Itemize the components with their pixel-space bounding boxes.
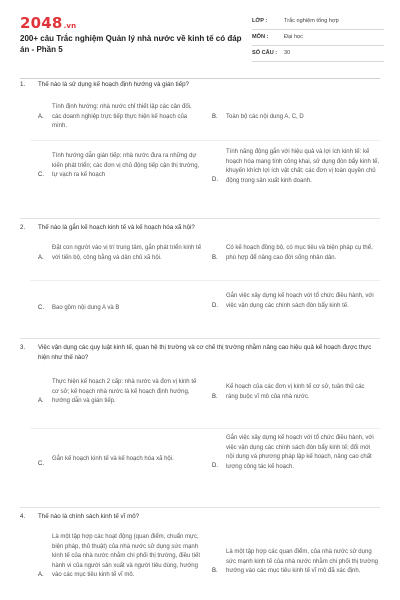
option-text: Thực hiện kế hoạch 2 cấp: nhà nước và đơn vị kinh tế cơ sở; kế hoạch nhà nước là kế hoạch định hướng, hướng dẫn và gián tiếp. xyxy=(52,379,197,405)
site-logo[interactable] xyxy=(20,14,76,32)
answer-option[interactable] xyxy=(212,148,380,186)
meta-row-count xyxy=(252,46,384,62)
option-label: D. xyxy=(212,303,218,309)
option-label: A. xyxy=(38,255,44,261)
meta-value: 30 xyxy=(284,50,291,56)
option-text: Là một tập hợp các quan điểm, của nhà nước sử dụng sức mạnh kinh tế của nhà nước nhằm chi phối thị trường hướng vào các mục tiêu kinh tế vĩ mô đã xác định. xyxy=(226,549,378,575)
answer-option[interactable] xyxy=(212,292,378,311)
option-text: Gắn việc xây dựng kế hoạch với tổ chức điều hành, với việc vận dụng các chính sách đòn bẩy kinh tế; đổi mới nội dung và phương pháp lập kế hoạch, nâng cao chất lượng công tác kế hoạch. xyxy=(226,435,374,470)
answer-option[interactable] xyxy=(38,103,198,132)
meta-table xyxy=(252,14,384,62)
answer-option[interactable] xyxy=(38,304,202,314)
question-text xyxy=(20,223,380,233)
question-divider xyxy=(20,338,380,339)
option-label: B. xyxy=(212,394,218,400)
option-text: Bao gồm nội dung A và B xyxy=(52,305,120,311)
document-title: 200+ câu Trắc nghiệm Quản lý nhà nước về kinh tế có đáp án - Phần 5 xyxy=(20,34,242,54)
header-divider xyxy=(20,78,380,79)
answer-option[interactable] xyxy=(38,533,202,581)
meta-value: Trắc nghiệm tổng hợp xyxy=(284,18,339,24)
logo-suffix: .vn xyxy=(63,22,77,30)
option-label: C. xyxy=(38,172,44,178)
answer-option[interactable] xyxy=(38,378,202,407)
question-divider xyxy=(20,218,380,219)
document-header xyxy=(0,0,400,80)
answer-option[interactable] xyxy=(212,383,378,402)
option-text: Kế hoạch của các đơn vị kinh tế cơ sở, tuân thủ các ràng buộc vĩ mô của nhà nước. xyxy=(226,384,365,400)
option-text: Tính định hướng: nhà nước chỉ thiết lập các cân đối, các doanh nghiệp trực tiếp thực hiện kế hoạch của mình. xyxy=(52,104,192,130)
option-label: D. xyxy=(212,463,218,469)
question-number: 1. xyxy=(20,81,26,88)
logo-text: 2048 xyxy=(20,14,63,32)
option-text: Là một tập hợp các hoạt động (quan điểm, chuẩn mực, biện pháp, thủ thuật) của nhà nước sử dụng sức mạnh kinh tế của nhà nước nhằm chi phối thị trường, điều tiết hành vi của người sản xuất và người tiêu dùng, hướng vào các mục tiêu kinh tế vĩ mô. xyxy=(52,534,200,579)
meta-key: SỐ CÂU : xyxy=(252,50,278,56)
option-text: Gắn việc xây dựng kế hoạch với tổ chức điều hành, với việc vận dụng các chính sách đòn bẩy kinh tế. xyxy=(226,293,374,309)
option-divider xyxy=(30,428,380,429)
question-body: Thế nào là gắn kế hoạch kinh tế và kế hoạch hóa xã hội? xyxy=(38,224,195,231)
question-body: Thế nào là sử dụng kế hoạch định hướng và gián tiếp? xyxy=(38,81,189,88)
meta-row-subject xyxy=(252,30,384,46)
answer-option[interactable] xyxy=(38,244,202,263)
option-divider xyxy=(30,140,380,141)
option-label: C. xyxy=(38,461,44,467)
question-number: 3. xyxy=(20,344,26,351)
option-label: A. xyxy=(38,398,44,404)
option-label: B. xyxy=(212,114,218,120)
answer-option[interactable] xyxy=(212,113,378,123)
option-label: C. xyxy=(38,305,44,311)
option-label: B. xyxy=(212,255,218,261)
answer-option[interactable] xyxy=(212,434,380,472)
answer-option[interactable] xyxy=(38,455,202,465)
meta-key: LỚP : xyxy=(252,18,268,24)
meta-key: MÔN : xyxy=(252,34,269,40)
option-text: Tính năng động gắn với hiệu quả và lợi ích kinh tế: kế hoạch hóa mang tính công khai, sử dụng đòn bẩy kinh tế, khuyến khích lợi ích vật chất; các đơn vị toàn quyền chủ động trong sản xuất kinh doanh. xyxy=(226,149,380,184)
question-body: Việc vận dụng các quy luật kinh tế, quan hệ thị trường và cơ chế thị trường nhằm nâng cao hiệu quả kế hoạch được thực hiện như thế nào? xyxy=(38,344,372,361)
option-divider xyxy=(30,280,380,281)
option-label: D. xyxy=(212,177,218,183)
answer-option[interactable] xyxy=(38,152,202,181)
meta-value: Đại học xyxy=(284,34,303,40)
question-text xyxy=(20,512,380,522)
meta-row-class xyxy=(252,14,384,30)
option-text: Toàn bộ các nội dung A, C, D xyxy=(226,114,304,120)
answer-option[interactable] xyxy=(212,548,378,577)
option-label: A. xyxy=(38,114,44,120)
question-text xyxy=(20,80,380,90)
option-text: Gắn kế hoạch kinh tế và kế hoạch hóa xã hội. xyxy=(52,456,174,462)
option-label: A. xyxy=(38,572,44,578)
option-text: Có kế hoạch đồng bộ, có mục tiêu và biện pháp cụ thể, phù hợp để nâng cao đời sống nhân dân. xyxy=(226,245,373,261)
option-text: Tính hướng dẫn gián tiếp: nhà nước đưa ra những dự kiến phát triển; các đơn vị chủ động tiếp cận thị trường, tự vạch ra kế hoạch xyxy=(52,153,200,179)
question-divider xyxy=(20,507,380,508)
answer-option[interactable] xyxy=(212,244,380,263)
option-label: B. xyxy=(212,568,218,574)
question-text xyxy=(20,343,380,362)
option-text: Đặt con người vào vị trí trung tâm, gắn phát triển kinh tế với tiến bộ, công bằng và dân chủ xã hội. xyxy=(52,245,202,261)
question-number: 2. xyxy=(20,224,26,231)
question-number: 4. xyxy=(20,513,26,520)
question-body: Thế nào là chính sách kinh tế vĩ mô? xyxy=(38,513,140,520)
